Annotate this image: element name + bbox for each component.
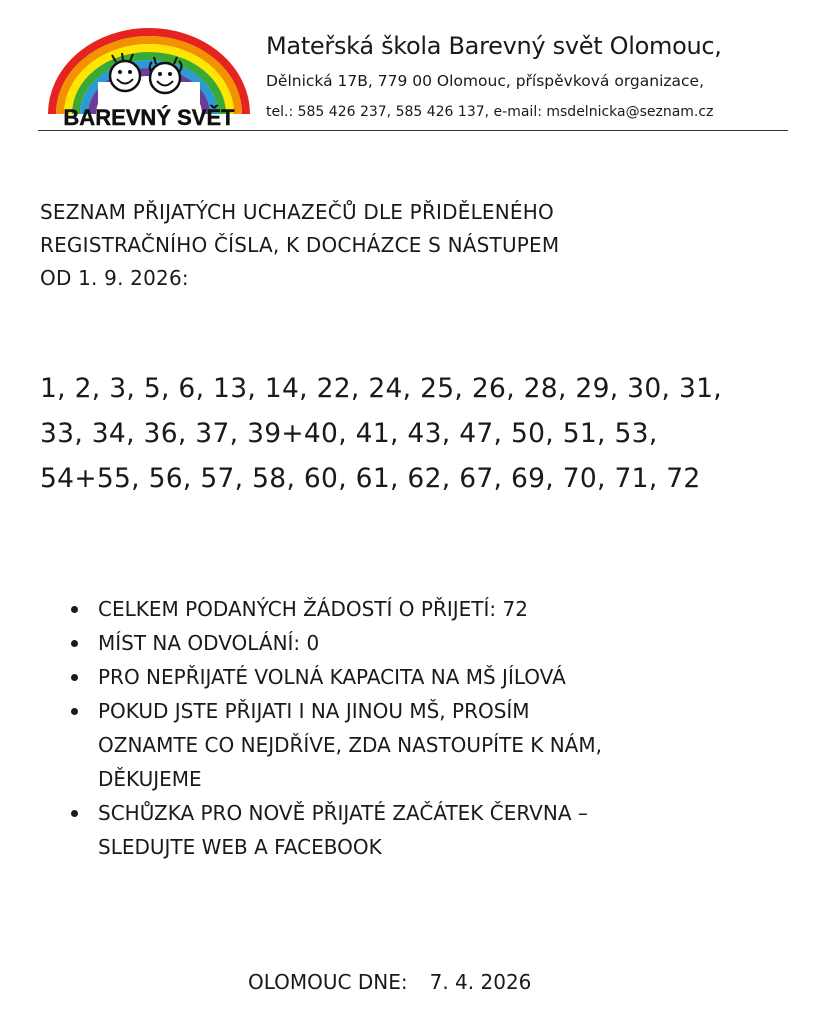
school-name: Mateřská škola Barevný svět Olomouc,	[266, 32, 722, 60]
list-item	[66, 694, 786, 796]
note-line: DĚKUJEME	[98, 767, 202, 791]
list-item	[66, 626, 786, 660]
header-divider	[38, 130, 788, 131]
school-address: Dělnická 17B, 779 00 Olomouc, příspěvková organizace,	[266, 72, 705, 90]
note-line: CELKEM PODANÝCH ŽÁDOSTÍ O PŘIJETÍ: 72	[98, 597, 528, 621]
notes-list	[66, 592, 786, 864]
list-item	[66, 796, 786, 864]
numbers-line: 1, 2, 3, 5, 6, 13, 14, 22, 24, 25, 26, 28, 29, 30, 31,	[40, 373, 722, 404]
note-line: OZNAMTE CO NEJDŘÍVE, ZDA NASTOUPÍTE K NÁM,	[98, 733, 602, 757]
place-label: OLOMOUC DNE:	[248, 970, 408, 994]
logo-text: BAREVNÝ SVĚT	[63, 105, 235, 130]
bullet-icon	[71, 674, 78, 681]
list-item	[66, 592, 786, 626]
bullet-icon	[71, 708, 78, 715]
heading-line: SEZNAM PŘIJATÝCH UCHAZEČŮ DLE PŘIDĚLENÉHO	[40, 200, 554, 224]
bullet-icon	[71, 810, 78, 817]
note-line: MÍST NA ODVOLÁNÍ: 0	[98, 631, 320, 655]
document-date: 7. 4. 2026	[429, 970, 532, 994]
note-line: POKUD JSTE PŘIJATI I NA JINOU MŠ, PROSÍM	[98, 699, 530, 723]
letterhead	[38, 22, 790, 134]
list-item	[66, 660, 786, 694]
bullet-icon	[71, 640, 78, 647]
place-and-date	[248, 970, 531, 994]
numbers-line: 54+55, 56, 57, 58, 60, 61, 62, 67, 69, 70, 71, 72	[40, 463, 701, 494]
bullet-icon	[71, 606, 78, 613]
school-contact: tel.: 585 426 237, 585 426 137, e-mail: msdelnicka@seznam.cz	[266, 104, 714, 120]
school-logo	[38, 22, 260, 132]
note-line: PRO NEPŘIJATÉ VOLNÁ KAPACITA NA MŠ JÍLOVÁ	[98, 665, 566, 689]
heading-line: OD 1. 9. 2026:	[40, 266, 189, 290]
document-heading	[40, 196, 740, 295]
heading-line: REGISTRAČNÍHO ČÍSLA, K DOCHÁZCE S NÁSTUPEM	[40, 233, 560, 257]
accepted-registration-numbers	[40, 366, 800, 501]
note-line: SLEDUJTE WEB A FACEBOOK	[98, 835, 382, 859]
numbers-line: 33, 34, 36, 37, 39+40, 41, 43, 47, 50, 51, 53,	[40, 418, 658, 449]
note-line: SCHŮZKA PRO NOVĚ PŘIJATÉ ZAČÁTEK ČERVNA –	[98, 801, 588, 825]
